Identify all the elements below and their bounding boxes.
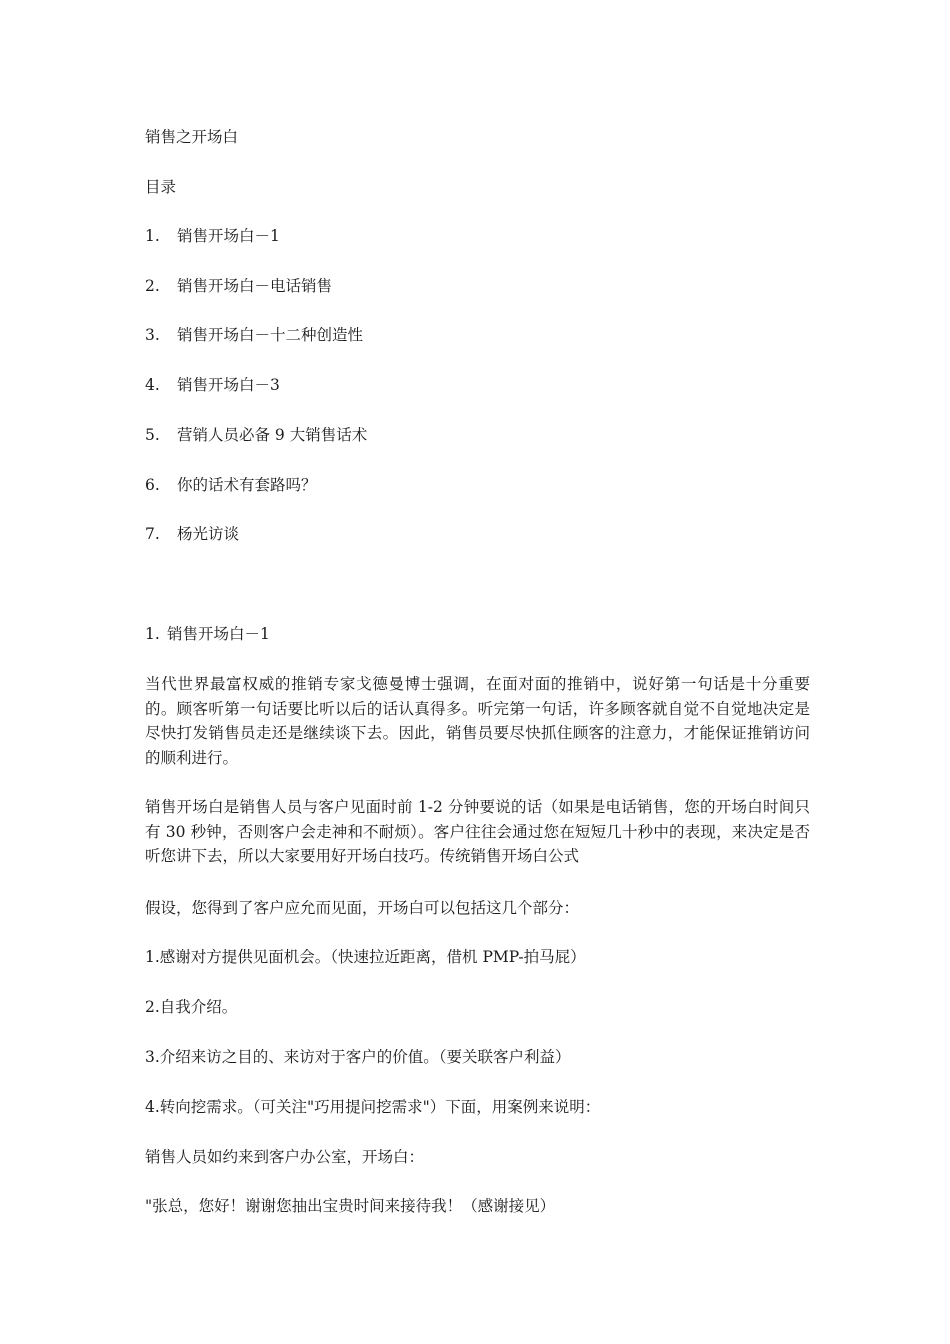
toc-item — [145, 225, 280, 247]
toc-item — [145, 374, 280, 396]
paragraph: 当代世界最富权威的推销专家戈德曼博士强调，在面对面的推销中，说好第一句话是十分重要的。顾客听第一句话要比听以后的话认真得多。听完第一句话，许多顾客就自觉不自觉地决定是尽快打发销售员走还是继续谈下去。因此，销售员要尽快抓住顾客的注意力，才能保证推销访问的顺利进行。 — [145, 675, 810, 767]
toc-item-text: 你的话术有套路吗？ — [177, 476, 317, 494]
section-number: 1. — [145, 625, 160, 643]
list-item: 1.感谢对方提供见面机会。（快速拉近距离，借机 PMP-拍马屁） — [145, 948, 586, 966]
toc-item-text: 销售开场白－1 — [177, 227, 280, 245]
toc-item-number: 2. — [145, 277, 160, 295]
list-item: 2.自我介绍。 — [145, 998, 238, 1016]
toc-item-text: 销售开场白－十二种创造性 — [177, 326, 364, 344]
section-title: 销售开场白－1 — [167, 625, 270, 643]
list-item: 4.转向挖需求。（可关注"巧用提问挖需求"）下面，用案例来说明： — [145, 1098, 601, 1116]
toc-item — [145, 474, 317, 496]
toc-item-number: 4. — [145, 376, 160, 394]
toc-item-text: 杨光访谈 — [177, 525, 240, 543]
toc-item-number: 3. — [145, 326, 160, 344]
paragraph: 销售开场白是销售人员与客户见面时前 1-2 分钟要说的话（如果是电话销售，您的开场白时间只有 30 秒钟，否则客户会走神和不耐烦）。客户往往会通过您在短短几十秒中的表现，来决定是否听您讲下去，所以大家要用好开场白技巧。传统销售开场白公式 — [145, 798, 810, 865]
toc-item-number: 5. — [145, 426, 160, 444]
paragraph: 假设，您得到了客户应允而见面，开场白可以包括这几个部分： — [145, 899, 580, 917]
toc-item-text: 营销人员必备 9 大销售话术 — [177, 426, 368, 444]
toc-item-text: 销售开场白－电话销售 — [177, 277, 333, 295]
toc-item-number: 1. — [145, 227, 160, 245]
section-heading — [145, 623, 270, 645]
quote-line: "张总，您好！谢谢您抽出宝贵时间来接待我！（感谢接见） — [145, 1197, 556, 1215]
toc-item-number: 7. — [145, 525, 160, 543]
toc-item-number: 6. — [145, 476, 160, 494]
toc-label: 目录 — [145, 178, 177, 196]
document-title: 销售之开场白 — [145, 128, 239, 146]
list-item: 3.介绍来访之目的、来访对于客户的价值。（要关联客户利益） — [145, 1048, 571, 1066]
paragraph: 销售人员如约来到客户办公室，开场白： — [145, 1148, 425, 1166]
toc-item — [145, 324, 363, 346]
toc-item — [145, 424, 367, 446]
toc-item-text: 销售开场白－3 — [177, 376, 280, 394]
toc-item — [145, 523, 239, 545]
toc-item — [145, 275, 332, 297]
